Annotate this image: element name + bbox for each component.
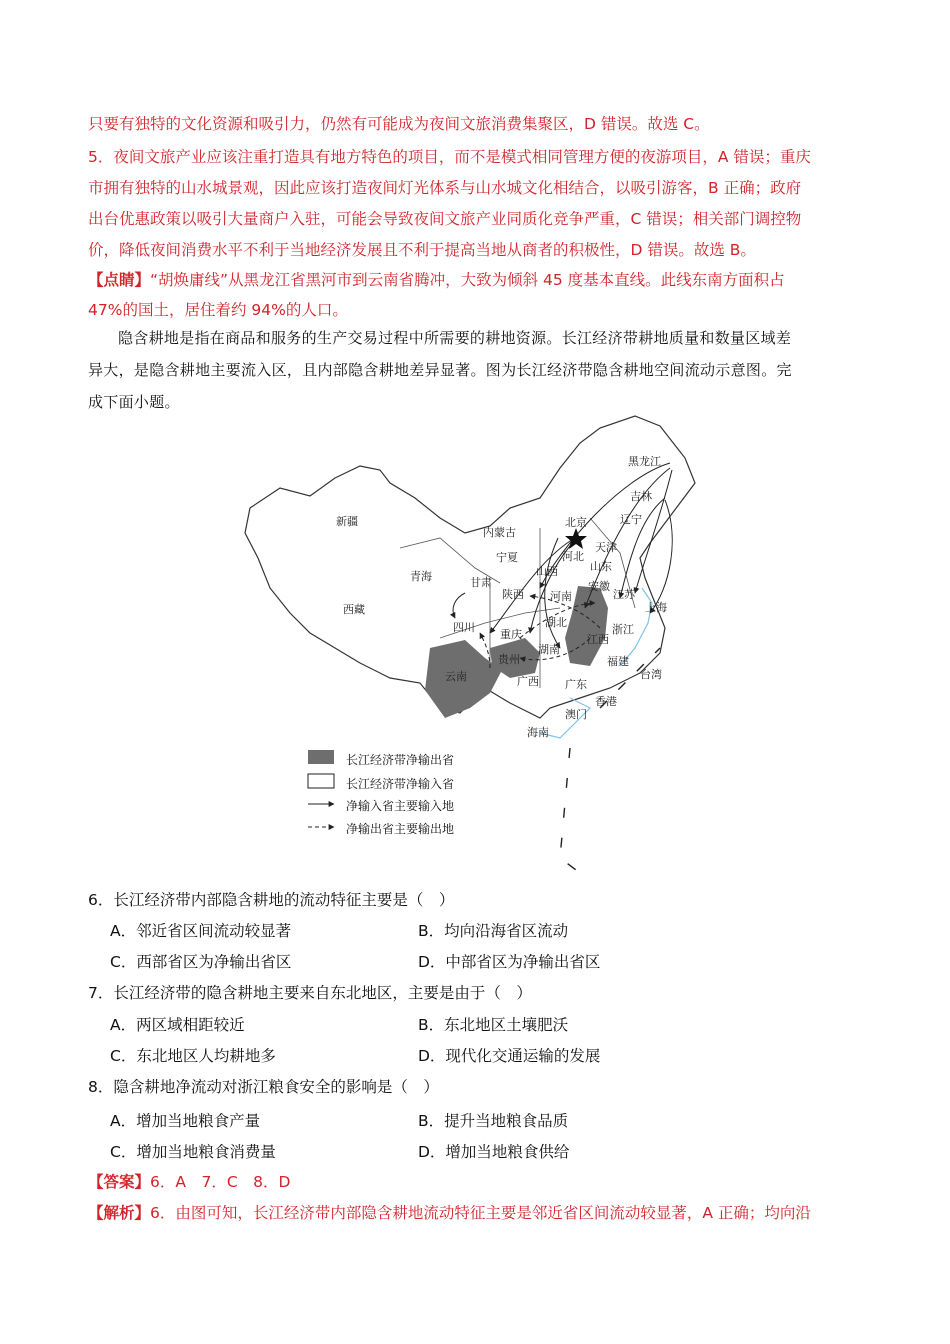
label-jilin: 吉林 <box>630 490 652 503</box>
option-d: D．现代化交通运输的发展 <box>418 1047 601 1065</box>
question-stem: 6．长江经济带内部隐含耕地的流动特征主要是（ ） <box>88 891 455 909</box>
label-qinghai: 青海 <box>410 570 432 583</box>
label-liaoning: 辽宁 <box>620 513 642 526</box>
option-a: A．邻近省区间流动较显著 <box>110 922 292 940</box>
label-beijing: 北京 <box>565 516 587 529</box>
label-jiangsu: 江苏 <box>613 588 635 601</box>
label-hainan: 海南 <box>527 726 549 739</box>
label-guangdong: 广东 <box>565 678 587 691</box>
label-hebei: 河北 <box>562 550 584 563</box>
option-a: A．两区域相距较近 <box>110 1016 245 1034</box>
china-hidden-farmland-map <box>240 408 700 888</box>
option-a: A．增加当地粮食产量 <box>110 1112 261 1130</box>
label-xizang: 西藏 <box>343 603 365 616</box>
answer-text: 6．A 7．C 8．D <box>150 1173 291 1191</box>
text-line: 5．夜间文旅产业应该注重打造具有地方特色的项目，而不是模式相同管理方便的夜游项目，A 错误；重庆 <box>88 148 811 166</box>
intro-line: 异大，是隐含耕地主要流入区，且内部隐含耕地差异显著。图为长江经济带隐含耕地空间流动示意图。完 <box>88 361 792 379</box>
option-c: C．东北地区人均耕地多 <box>110 1047 276 1065</box>
text-line: 市拥有独特的山水城景观，因此应该打造夜间灯光体系与山水城文化相结合，以吸引游客，B 正确；政府 <box>88 179 802 197</box>
label-neimenggu: 内蒙古 <box>483 526 516 539</box>
legend-input-source: 净输入省主要输入地 <box>346 799 455 813</box>
label-guangxi: 广西 <box>517 675 539 688</box>
legend-output: 长江经济带净输出省 <box>346 753 455 767</box>
option-d: D．中部省区为净输出省区 <box>418 953 601 971</box>
analysis-tag: 【解析】 <box>88 1204 151 1222</box>
dianjing-line <box>88 270 785 290</box>
dianjing-tag: 【点睛】 <box>88 271 151 289</box>
label-xinjiang: 新疆 <box>336 515 358 528</box>
label-taiwan: 台湾 <box>640 668 662 681</box>
dianjing-line-2: 47%的国土，居住着约 94%的人口。 <box>88 301 348 319</box>
label-shanghai: 上海 <box>645 601 667 614</box>
label-anhui: 安徽 <box>588 580 610 593</box>
answer-tag: 【答案】 <box>88 1173 151 1191</box>
label-xianggang: 香港 <box>595 695 617 708</box>
legend-output-dest: 净输出省主要输出地 <box>346 822 455 836</box>
label-heilongjiang: 黑龙江 <box>628 455 661 468</box>
label-shanxi: 山西 <box>536 565 558 578</box>
option-d: D．增加当地粮食供给 <box>418 1143 570 1161</box>
text-line: 出台优惠政策以吸引大量商户入驻，可能会导致夜间文旅产业同质化竞争严重，C 错误；相关部门调控物 <box>88 210 802 228</box>
label-henan: 河南 <box>550 590 572 603</box>
label-yunnan: 云南 <box>445 670 467 683</box>
label-tianjin: 天津 <box>595 541 617 554</box>
analysis-line <box>88 1203 811 1223</box>
intro-line: 隐含耕地是指在商品和服务的生产交易过程中所需要的耕地资源。长江经济带耕地质量和数量区域差 <box>118 329 792 347</box>
answer-line <box>88 1172 290 1192</box>
label-chongqing: 重庆 <box>500 628 522 641</box>
option-b: B．均向沿海省区流动 <box>418 922 569 940</box>
question-stem: 7．长江经济带的隐含耕地主要来自东北地区，主要是由于（ ） <box>88 984 532 1002</box>
label-aomen: 澳门 <box>565 708 587 721</box>
question-stem: 8．隐含耕地净流动对浙江粮食安全的影响是（ ） <box>88 1078 439 1096</box>
label-gansu: 甘肃 <box>470 576 492 589</box>
label-hunan: 湖南 <box>538 643 560 656</box>
label-fujian: 福建 <box>607 655 629 668</box>
text-line: 只要有独特的文化资源和吸引力，仍然有可能成为夜间文旅消费集聚区，D 错误。故选 C。 <box>88 115 710 133</box>
analysis-text: 6．由图可知，长江经济带内部隐含耕地流动特征主要是邻近省区间流动较显著，A 正确；均向沿 <box>150 1204 811 1222</box>
label-zhejiang: 浙江 <box>612 623 634 636</box>
label-shandong: 山东 <box>590 560 612 573</box>
option-c: C．增加当地粮食消费量 <box>110 1143 276 1161</box>
option-b: B．东北地区土壤肥沃 <box>418 1016 569 1034</box>
option-b: B．提升当地粮食品质 <box>418 1112 569 1130</box>
label-ningxia: 宁夏 <box>496 551 518 564</box>
dianjing-text: “胡焕庸线”从黑龙江省黑河市到云南省腾冲，大致为倾斜 45 度基本直线。此线东南方面积占 <box>150 271 785 289</box>
intro-line: 成下面小题。 <box>88 393 180 411</box>
text-line: 价，降低夜间消费水平不利于当地经济发展且不利于提高当地从商者的积极性，D 错误。故选 B。 <box>88 241 756 259</box>
label-sichuan: 四川 <box>453 621 475 634</box>
label-guizhou: 贵州 <box>498 653 520 666</box>
label-shaanxi: 陕西 <box>502 588 524 601</box>
label-hubei: 湖北 <box>545 616 567 629</box>
option-c: C．西部省区为净输出省区 <box>110 953 292 971</box>
label-jiangxi: 江西 <box>587 633 609 646</box>
legend-input: 长江经济带净输入省 <box>346 777 455 791</box>
